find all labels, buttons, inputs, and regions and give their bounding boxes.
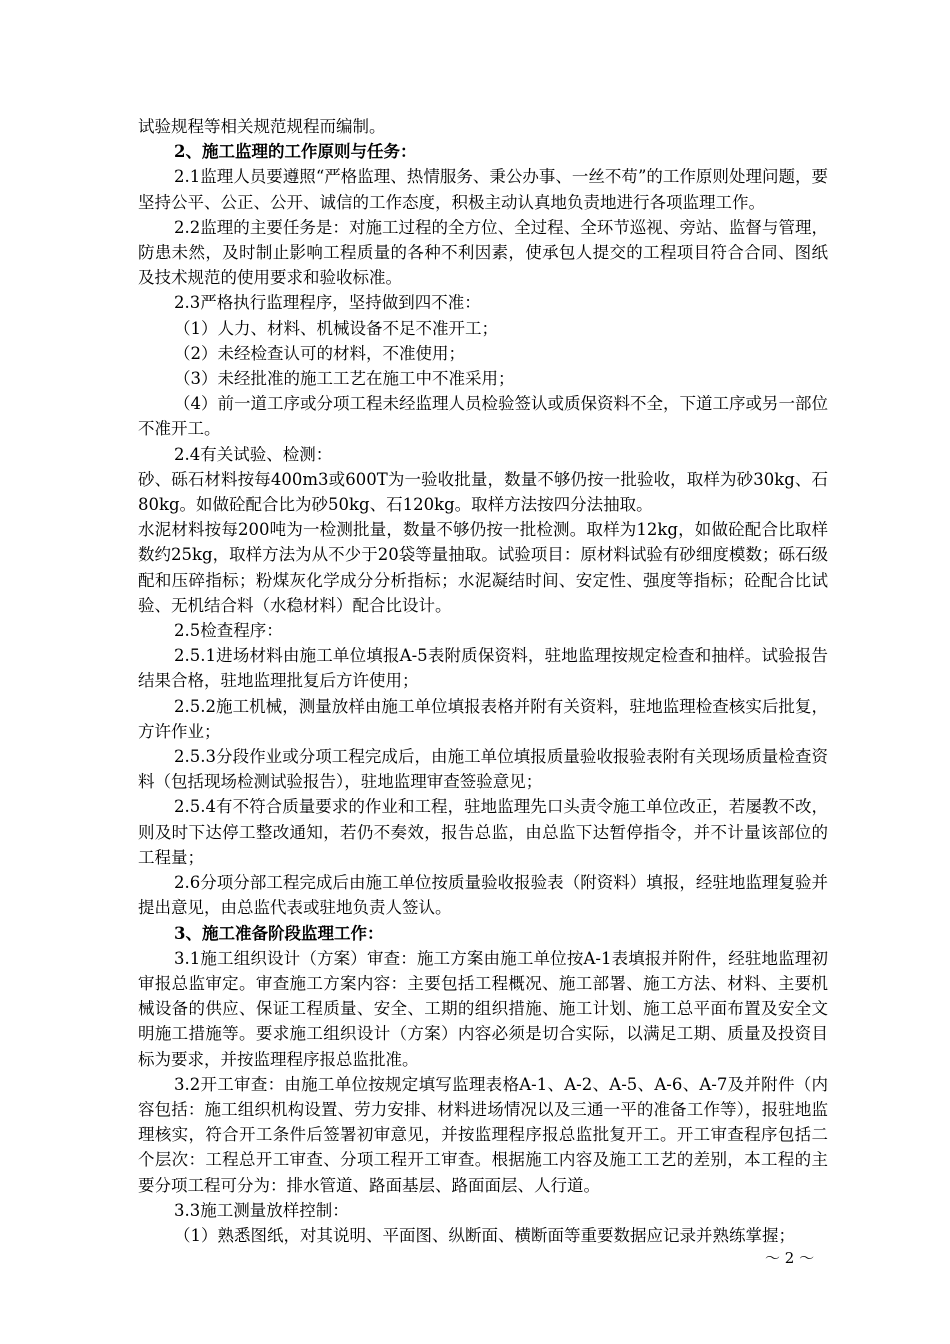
body-paragraph: 试验规程等相关规范规程而编制。 (138, 117, 386, 136)
section-heading: 3、施工准备阶段监理工作： (174, 923, 384, 943)
body-paragraph: 3.2开工审查：由施工单位按规定填写监理表格A-1、A-2、A-5、A-6、A-7及并附件（内容包括：施工组织机构设置、劳力安排、材料进场情况以及三通一平的准备工作等），报驻地监理核实，符合开工条件后签署初审意见，并按监理程序报总监批复开工。开工审查程序包括二个层次：工程总开工审查、分项工程开工审查。根据施工内容及施工工艺的差别，本工程的主要分项工程可分为：排水管道、路面基层、路面面层、人行道。 (138, 1074, 828, 1195)
document-body (138, 114, 828, 1248)
body-paragraph: （2）未经检查认可的材料，不准使用； (174, 343, 465, 363)
body-paragraph: 2.5.4有不符合质量要求的作业和工程，驻地监理先口头责令施工单位改正，若屡教不改，则及时下达停工整改通知，若仍不奏效，报告总监，由总监下达暂停指令，并不计量该部位的工程量； (138, 797, 828, 867)
body-paragraph: 2.4有关试验、检测： (174, 444, 333, 464)
page-number: ～ 2 ～ (765, 1249, 815, 1267)
body-paragraph: （4）前一道工序或分项工程未经监理人员检验签认或质保资料不全，下道工序或另一部位不准开工。 (138, 394, 828, 439)
body-paragraph: 2.6分项分部工程完成后由施工单位按质量验收报验表（附资料）填报，经驻地监理复验并提出意见，由总监代表或驻地负责人签认。 (138, 873, 828, 918)
body-paragraph: 3.3施工测量放样控制： (174, 1200, 349, 1220)
section-heading: 2、施工监理的工作原则与任务： (174, 142, 417, 162)
body-paragraph: （3）未经批准的施工工艺在施工中不准采用； (174, 369, 515, 389)
body-paragraph: 2.3严格执行监理程序，坚持做到四不准： (174, 293, 481, 313)
body-paragraph: （1）熟悉图纸，对其说明、平面图、纵断面、横断面等重要数据应记录并熟练掌握； (174, 1225, 795, 1245)
body-paragraph: 3.1施工组织设计（方案）审查：施工方案由施工单位按A-1表填报并附件，经驻地监理初审报总监审定。审查施工方案内容：主要包括工程概况、施工部署、施工方法、材料、主要机械设备的供应、保证工程质量、安全、工期的组织措施、施工计划、施工总平面布置及安全文明施工措施等。要求施工组织设计（方案）内容必须是切合实际，以满足工期、质量及投资目标为要求，并按监理程序报总监批准。 (138, 948, 828, 1069)
body-paragraph: 2.1监理人员要遵照“严格监理、热情服务、秉公办事、一丝不苟”的工作原则处理问题，要坚持公平、公正、公开、诚信的工作态度，积极主动认真地负责地进行各项监理工作。 (138, 167, 828, 212)
body-paragraph: 水泥材料按每200吨为一检测批量，数量不够仍按一批检测。取样为12kg，如做砼配合比取样数约25kg，取样方法为从不少于20袋等量抽取。试验项目：原材料试验有砂细度模数；砾石级配和压碎指标；粉煤灰化学成分分析指标；水泥凝结时间、安定性、强度等指标；砼配合比试验、无机结合料（水稳材料）配合比设计。 (138, 520, 828, 615)
body-paragraph: 2.5.2施工机械，测量放样由施工单位填报表格并附有关资料，驻地监理检查核实后批复，方许作业； (138, 696, 828, 741)
body-paragraph: 2.5检查程序： (174, 621, 283, 641)
body-paragraph: 2.5.1进场材料由施工单位填报A-5表附质保资料，驻地监理按规定检查和抽样。试验报告结果合格，驻地监理批复后方许使用； (138, 646, 828, 691)
body-paragraph: 2.5.3分段作业或分项工程完成后，由施工单位填报质量验收报验表附有关现场质量检查资料（包括现场检测试验报告），驻地监理审查签验意见； (138, 747, 828, 792)
body-paragraph: 2.2监理的主要任务是：对施工过程的全方位、全过程、全环节巡视、旁站、监督与管理，防患未然，及时制止影响工程质量的各种不利因素，使承包人提交的工程项目符合合同、图纸及技术规范的使用要求和验收标准。 (138, 217, 828, 288)
body-paragraph: （1）人力、材料、机械设备不足不准开工； (174, 318, 498, 338)
body-paragraph: 砂、砾石材料按每400m3或600T为一验收批量，数量不够仍按一批验收，取样为砂30kg、石80kg。如做砼配合比为砂50kg、石120kg。取样方法按四分法抽取。 (138, 469, 828, 515)
